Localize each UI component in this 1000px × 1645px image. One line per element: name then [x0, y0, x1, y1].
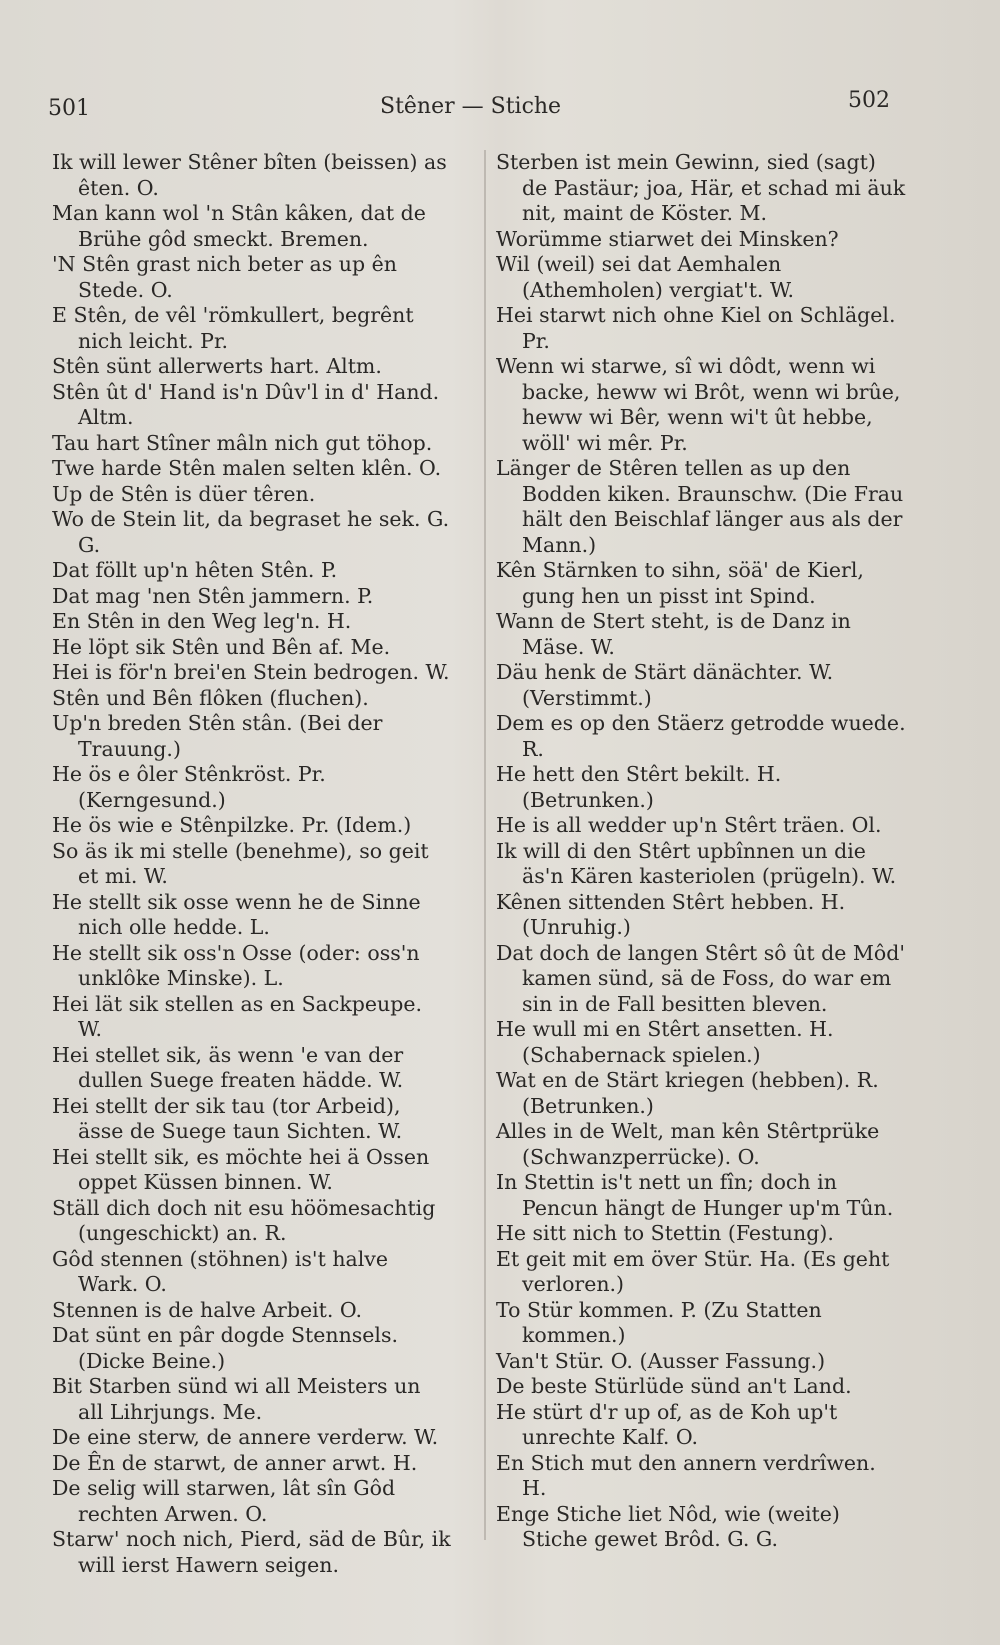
proverb-entry: To Stür kommen. P. (Zu Statten kommen.)	[496, 1297, 822, 1347]
left-column	[52, 150, 452, 1578]
proverb-entry: Worümme stiarwet dei Minsken?	[496, 226, 839, 251]
proverb-entry: Wann de Stert steht, is de Danz in Mäse. W.	[496, 609, 851, 659]
proverb-entry: Dem es op den Stäerz getrodde wuede. R.	[496, 711, 906, 761]
proverb-entry: He wull mi en Stêrt ansetten. H. (Schabernack spielen.)	[496, 1017, 834, 1067]
proverb-entry: Wo de Stein lit, da begraset he sek. G. G.	[52, 507, 450, 557]
page-number-left: 501	[48, 96, 90, 121]
proverb-entry: He stellt sik oss'n Osse (oder: oss'n unklôke Minske). L.	[52, 940, 420, 990]
proverb-entry: De eine sterw, de annere verderw. W.	[52, 1425, 439, 1449]
proverb-entry: In Stettin is't nett un fîn; doch in Pencun hängt de Hunger up'm Tûn.	[496, 1170, 894, 1220]
proverb-entry: Ik will di den Stêrt upbînnen un die äs'n Kären kasteriolen (prügeln). W.	[496, 838, 897, 888]
proverb-entry: Dat sünt en pâr dogde Stennsels. (Dicke Beine.)	[52, 1323, 399, 1373]
proverb-entry: Hei stellt der sik tau (tor Arbeid), ässe de Suege taun Sichten. W.	[52, 1093, 403, 1143]
page-number-right: 502	[848, 88, 890, 113]
proverb-entry: Wenn wi starwe, sî wi dôdt, wenn wi backe, heww wi Brôt, wenn wi brûe, heww wi Bêr, wenn wi't ût hebbe, wöll' wi mêr. Pr.	[496, 354, 901, 455]
proverb-entry: Stên ût d' Hand is'n Dûv'l in d' Hand. Altm.	[52, 379, 440, 429]
running-title: Stêner — Stiche	[380, 94, 562, 119]
proverb-entry: Hei stellt sik, es möchte hei ä Ossen oppet Küssen binnen. W.	[52, 1144, 430, 1194]
proverb-entry: Hei stellet sik, äs wenn 'e van der dullen Suege freaten hädde. W.	[52, 1042, 404, 1092]
proverb-entry: Wil (weil) sei dat Aemhalen (Athemholen) vergiat't. W.	[496, 252, 794, 302]
right-column	[496, 150, 906, 1553]
proverb-entry: Alles in de Welt, man kên Stêrtprüke (Schwanzperrücke). O.	[496, 1119, 880, 1169]
proverb-entry: Wat en de Stärt kriegen (hebben). R. (Betrunken.)	[496, 1068, 879, 1118]
proverb-entry: Dat mag 'nen Stên jammern. P.	[52, 583, 374, 608]
proverb-entry: En Stich mut den annern verdrîwen. H.	[496, 1450, 876, 1500]
proverb-entry: Kên Stärnken to sihn, söä' de Kierl, gung hen un pisst int Spind.	[496, 558, 864, 608]
proverb-entry: He is all wedder up'n Stêrt träen. Ol.	[496, 813, 882, 837]
proverb-entry: Däu henk de Stärt dänächter. W. (Verstimmt.)	[496, 660, 834, 710]
proverb-entry: He ös e ôler Stênkröst. Pr. (Kerngesund.)	[52, 762, 326, 812]
proverb-entry: Stennen is de halve Arbeit. O.	[52, 1297, 363, 1322]
proverb-entry: De Ên de starwt, de anner arwt. H.	[52, 1450, 418, 1475]
running-header	[0, 86, 1000, 126]
proverb-entry: He hett den Stêrt bekilt. H. (Betrunken.)	[496, 762, 782, 812]
proverb-entry: Gôd stennen (stöhnen) is't halve Wark. O.	[52, 1246, 389, 1296]
proverb-entry: Hei is för'n brei'en Stein bedrogen. W.	[52, 660, 450, 684]
proverb-entry: Enge Stiche liet Nôd, wie (weite) Stiche gewet Brôd. G. G.	[496, 1501, 840, 1551]
proverb-entry: Ställ dich doch nit esu höömesachtig (ungeschickt) an. R.	[52, 1195, 436, 1245]
proverb-entry: Tau hart Stîner mâln nich gut töhop.	[52, 430, 433, 455]
proverb-entry: En Stên in den Weg leg'n. H.	[52, 609, 352, 633]
proverb-entry: Stên sünt allerwerts hart. Altm.	[52, 354, 382, 378]
proverb-entry: Man kann wol 'n Stân kâken, dat de Brühe gôd smeckt. Bremen.	[52, 201, 426, 251]
proverb-entry: Kênen sittenden Stêrt hebben. H. (Unruhig.)	[496, 889, 846, 939]
column-divider	[484, 150, 486, 1540]
proverb-entry: He löpt sik Stên und Bên af. Me.	[52, 634, 391, 659]
proverb-entry: Bit Starben sünd wi all Meisters un all Lihrjungs. Me.	[52, 1374, 421, 1424]
proverb-entry: Ik will lewer Stêner bîten (beissen) as êten. O.	[52, 150, 447, 200]
proverb-entry: So äs ik mi stelle (benehme), so geit et mi. W.	[52, 838, 429, 888]
proverb-entry: Hei lät sik stellen as en Sackpeupe. W.	[52, 991, 422, 1041]
proverb-entry: E Stên, de vêl 'römkullert, begrênt nich leicht. Pr.	[52, 303, 414, 353]
proverb-entry: De beste Stürlüde sünd an't Land.	[496, 1374, 852, 1398]
proverb-entry: 'N Stên grast nich beter as up ên Stede. O.	[52, 252, 397, 302]
proverb-entry: He sitt nich to Stettin (Festung).	[496, 1221, 834, 1245]
proverb-entry: De selig will starwen, lât sîn Gôd rechten Arwen. O.	[52, 1476, 396, 1526]
proverb-entry: Stên und Bên flôken (fluchen).	[52, 685, 369, 710]
proverb-entry: Sterben ist mein Gewinn, sied (sagt) de Pastäur; joa, Här, et schad mi äuk nit, maint de Köster. M.	[496, 150, 906, 225]
proverb-entry: He stürt d'r up of, as de Koh up't unrechte Kalf. O.	[496, 1399, 838, 1449]
proverb-entry: Hei starwt nich ohne Kiel on Schlägel. Pr.	[496, 303, 896, 353]
proverb-entry: Dat föllt up'n hêten Stên. P.	[52, 558, 338, 582]
proverb-entry: Dat doch de langen Stêrt sô ût de Môd' kamen sünd, sä de Foss, do war em sin in de Fall besitten bleven.	[496, 940, 905, 1016]
proverb-entry: Twe harde Stên malen selten klên. O.	[52, 456, 442, 480]
proverb-entry: He stellt sik osse wenn he de Sinne nich olle hedde. L.	[52, 889, 421, 939]
proverb-entry: Et geit mit em över Stür. Ha. (Es geht verloren.)	[496, 1246, 890, 1296]
proverb-entry: Starw' noch nich, Pierd, säd de Bûr, ik will ierst Hawern seigen.	[52, 1527, 451, 1577]
proverb-entry: He ös wie e Stênpilzke. Pr. (Idem.)	[52, 813, 412, 837]
proverb-entry: Länger de Stêren tellen as up den Bodden kiken. Braunschw. (Die Frau hält den Beischlaf länger aus als der Mann.)	[496, 456, 904, 557]
proverb-entry: Up'n breden Stên stân. (Bei der Trauung.)	[52, 711, 383, 761]
proverb-entry: Up de Stên is düer têren.	[52, 481, 316, 506]
proverb-entry: Van't Stür. O. (Ausser Fassung.)	[496, 1348, 826, 1373]
